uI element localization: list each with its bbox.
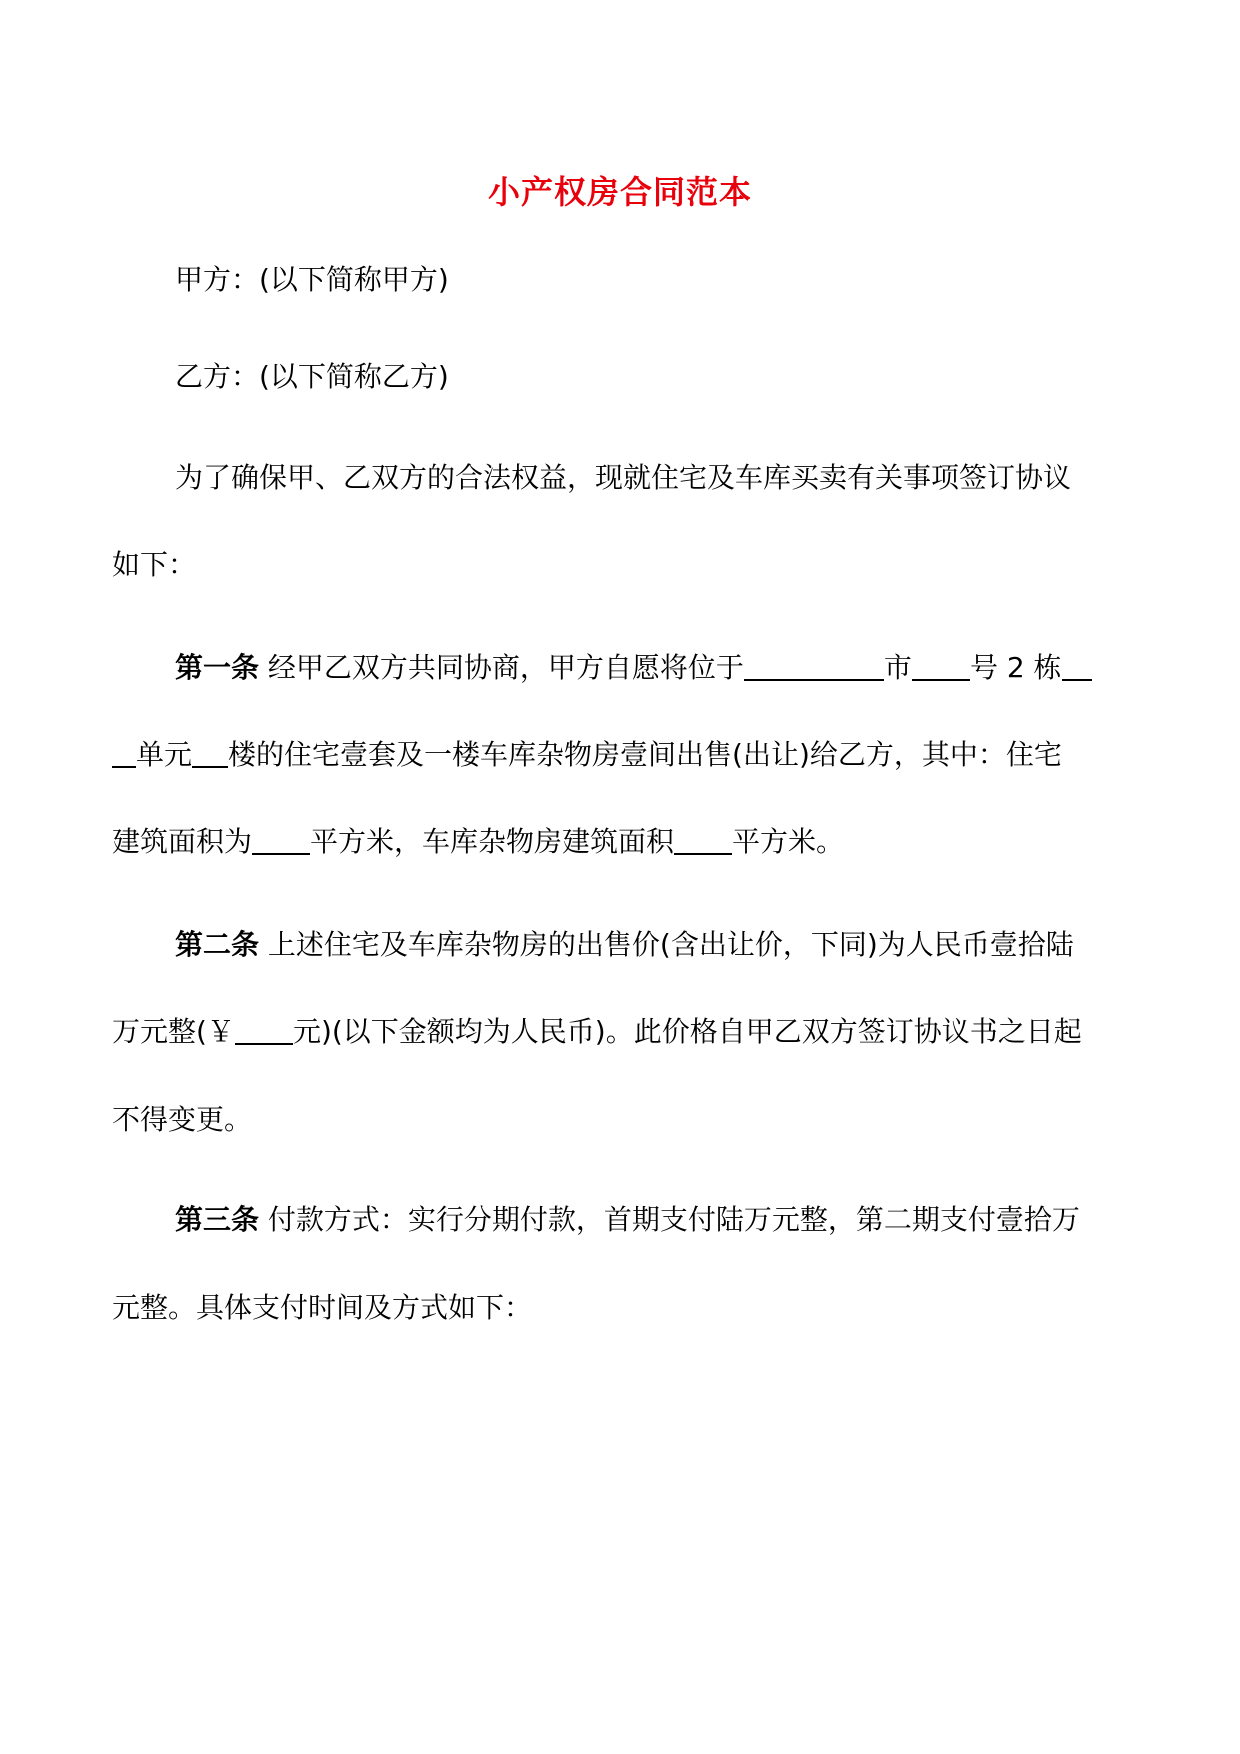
intro-line-1: 为了确保甲、乙双方的合法权益，现就住宅及车库买卖有关事项签订协议 [175, 461, 1072, 494]
article-1-label: 第一条 [175, 651, 260, 684]
article-1-text-5: 楼的住宅壹套及一楼车库杂物房壹间出售(出让)给乙方，其中：住宅 [228, 738, 1062, 771]
article-3-label: 第三条 [175, 1203, 260, 1236]
blank-garage-area [674, 825, 732, 855]
article-1-text-2: 市 [883, 651, 912, 684]
article-3-line-2: 元整。具体支付时间及方式如下： [112, 1291, 533, 1324]
article-2-line-1 [175, 925, 1135, 965]
article-2-text-3: 元)(以下金额均为人民币)。此价格自甲乙双方签订协议书之日起 [292, 1015, 1082, 1048]
party-a-line: 甲方：(以下简称甲方) [175, 263, 449, 296]
article-1-text-3: 号 2 栋 [969, 651, 1062, 684]
article-2-text-1: 上述住宅及车库杂物房的出售价(含出让价，下同)为人民币壹拾陆 [259, 928, 1074, 961]
blank-city [744, 651, 884, 681]
article-3-text-1: 付款方式：实行分期付款，首期支付陆万元整，第二期支付壹拾万 [259, 1203, 1080, 1236]
article-2-line-2 [112, 1012, 1132, 1052]
article-1-text-4: 单元 [136, 738, 193, 771]
article-1-text-8: 平方米。 [732, 825, 845, 858]
article-1-line-1 [175, 648, 1135, 688]
intro-line-2: 如下： [112, 548, 197, 581]
article-2-text-2: 万元整(￥ [112, 1015, 235, 1048]
blank-unit-part-2 [112, 738, 136, 768]
article-2-label: 第二条 [175, 928, 260, 961]
article-2-line-3: 不得变更。 [112, 1103, 253, 1136]
party-b-line: 乙方：(以下简称乙方) [175, 360, 449, 393]
article-3-line-1 [175, 1200, 1135, 1240]
blank-unit-part-1 [1062, 651, 1092, 681]
blank-number [912, 651, 970, 681]
article-1-line-3 [112, 822, 1132, 862]
blank-floor [192, 738, 228, 768]
article-1-line-2 [112, 735, 1132, 775]
article-1-text-7: 平方米，车库杂物房建筑面积 [310, 825, 675, 858]
blank-house-area [252, 825, 310, 855]
blank-price [235, 1015, 293, 1045]
article-1-text-1: 经甲乙双方共同协商，甲方自愿将位于 [259, 651, 744, 684]
article-1-text-6: 建筑面积为 [112, 825, 253, 858]
document-title: 小产权房合同范本 [487, 173, 752, 211]
